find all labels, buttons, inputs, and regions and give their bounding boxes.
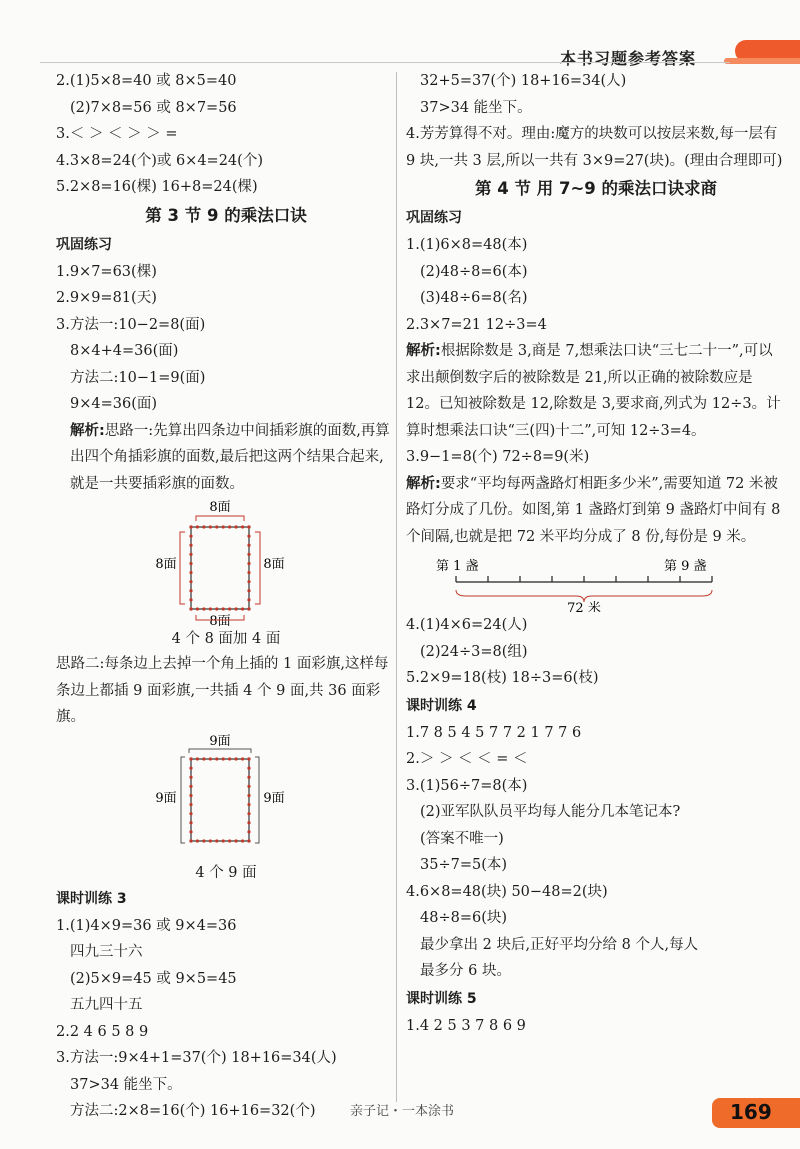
flag-dot (222, 525, 225, 528)
flag-dot (209, 525, 212, 528)
flag-dot (247, 598, 250, 601)
page-number: 169 (730, 1100, 772, 1124)
flag-dot (247, 562, 250, 565)
answer-line: 最多分 6 块。 (420, 963, 511, 979)
flag-dot (215, 839, 218, 842)
answer-line: 5.2×8=16(棵) 16+8=24(棵) (56, 179, 258, 195)
answer-line: 2.＞ ＞ ＜ ＜ = ＜ (406, 751, 528, 767)
left-column (56, 68, 396, 1125)
answer-line: 五九四十五 (70, 997, 143, 1013)
fig1-brace-top (196, 516, 244, 521)
flag-dot (247, 812, 250, 815)
flag-square-diagram-2 (56, 731, 396, 861)
flag-dot (228, 757, 231, 760)
fig2-brace-right (255, 757, 259, 843)
flag-dot (228, 607, 231, 610)
flag-dot (241, 757, 244, 760)
explanation-text: 思路一:先算出四条边中间插彩旗的面数,再算出四个角插彩旗的面数,最后把这两个结果合起来,就是一共要插彩旗的面数。 (70, 422, 390, 492)
fig1-left-label: 8面 (155, 557, 177, 572)
answer-line: 32+5=37(个) 18+16=34(人) (420, 73, 627, 89)
flag-dot (189, 580, 192, 583)
flag-dot (235, 839, 238, 842)
fig1-square (191, 527, 249, 609)
flag-dot (202, 525, 205, 528)
flag-dot (189, 544, 192, 547)
flag-dot (189, 784, 192, 787)
flag-dot (241, 607, 244, 610)
section-title: 第 3 节 9 的乘法口诀 (145, 205, 307, 225)
fig2-brace-top (189, 749, 251, 753)
flag-dot (247, 793, 250, 796)
flag-dot (215, 607, 218, 610)
flag-dot (247, 553, 250, 556)
flag-dot (196, 525, 199, 528)
flag-dot (247, 589, 250, 592)
flag-dot (189, 589, 192, 592)
subsection-title: 巩固练习 (56, 236, 112, 253)
flag-dot (209, 839, 212, 842)
answer-line: 5.2×9=18(枝) 18÷3=6(枝) (406, 670, 599, 686)
answer-line: (2)7×8=56 或 8×7=56 (70, 99, 237, 116)
flag-dot (189, 571, 192, 574)
subsection-title: 课时训练 5 (406, 990, 477, 1007)
answer-line: 最少拿出 2 块后,正好平均分给 8 个人,每人 (420, 936, 699, 953)
answer-line: 3.9−1=8(个) 72÷8=9(米) (406, 449, 590, 465)
answer-line: 9×4=36(面) (70, 396, 158, 412)
flag-dot (222, 607, 225, 610)
flag-dot (189, 812, 192, 815)
answer-line: 4.(1)4×6=24(人) (406, 617, 528, 633)
subsection-title: 课时训练 4 (406, 697, 477, 714)
flag-dot (215, 525, 218, 528)
flag-dot (189, 775, 192, 778)
flag-dot (189, 766, 192, 769)
flag-dot (215, 757, 218, 760)
header-rule (40, 62, 730, 63)
fig1-bottom-label: 8面 (209, 614, 231, 627)
answer-line: (2)48÷8=6(本) (420, 263, 528, 280)
fig1-brace-left (180, 532, 185, 604)
number-line-diagram (406, 550, 786, 612)
flag-dot (228, 839, 231, 842)
header-accent-stripe (724, 58, 800, 64)
flag-dot (241, 839, 244, 842)
flag-dot (202, 607, 205, 610)
flag-dot (202, 839, 205, 842)
flag-square-diagram-1 (56, 497, 396, 627)
flag-dot (209, 607, 212, 610)
fig1-top-label: 8面 (209, 500, 231, 515)
flag-dot (222, 839, 225, 842)
flag-dot (189, 525, 192, 528)
answer-line: 3.方法一:10−2=8(面) (56, 316, 206, 333)
fig2-brace-left (181, 757, 185, 843)
answer-line: (2)24÷3=8(组) (420, 643, 528, 660)
answer-line: 48÷8=6(块) (420, 910, 508, 926)
flag-dot (247, 580, 250, 583)
answer-line: 1.(1)6×8=48(本) (406, 237, 528, 253)
answer-line: 方法二:10−1=9(面) (70, 369, 206, 386)
answer-line: 1.7 8 5 4 5 7 7 2 1 7 7 6 (406, 724, 582, 741)
footer-brand: 亲子记・一本涂书 (350, 1104, 455, 1119)
explanation-text: 根据除数是 3,商是 7,想乘法口诀“三七二十一”,可以求出颠倒数字后的被除数是 21,所以正确的被除数应是 12。已知被除数是 12,除数是 3,要求商,列式为 12÷3。计算时想乘法口诀“三(四)十二”,可知 12÷3=4。 (406, 343, 781, 439)
fig1-caption: 4 个 8 面加 4 面 (171, 631, 281, 647)
flag-dot (228, 525, 231, 528)
answer-line: 37>34 能坐下。 (420, 99, 532, 116)
explanation-2: 思路二:每条边上去掉一个角上插的 1 面彩旗,这样每条边上都插 9 面彩旗,一共插 4 个 9 面,共 36 面彩旗。 (56, 656, 389, 725)
flag-dot (189, 757, 192, 760)
flag-dot (196, 757, 199, 760)
answer-line: 4.6×8=48(块) 50−48=2(块) (406, 883, 608, 900)
flag-dot (189, 535, 192, 538)
fig1-right-label: 8面 (263, 557, 285, 572)
explanation-label: 解析: (406, 343, 441, 359)
flag-dot (247, 525, 250, 528)
number-line-ticks (456, 576, 712, 582)
flag-dot (209, 757, 212, 760)
section-title: 第 4 节 用 7~9 的乘法口诀求商 (475, 179, 717, 198)
fig2-square (191, 759, 249, 841)
answer-line: 3.(1)56÷7=8(本) (406, 777, 528, 794)
answer-line: 四九三十六 (70, 944, 143, 960)
fig2-right-label: 9面 (263, 790, 285, 806)
flag-dot (235, 607, 238, 610)
answer-line: 35÷7=5(本) (420, 857, 508, 873)
number-line-right-label: 第 9 盏 (664, 559, 707, 574)
flag-dot (189, 607, 192, 610)
answer-line: (3)48÷6=8(名) (420, 290, 528, 306)
flag-dot (196, 607, 199, 610)
street-lamp-number-line (406, 550, 786, 612)
flag-dot (247, 757, 250, 760)
answer-paragraph: 4.芳芳算得不对。理由:魔方的块数可以按层来数,每一层有 9 块,一共 3 层,所以一共有 3×9=27(块)。(理由合理即可) (406, 126, 783, 169)
answer-line: (答案不唯一) (420, 830, 504, 847)
answer-line: 3.方法一:9×4+1=37(个) 18+16=34(人) (56, 1050, 337, 1066)
answer-line: 1.9×7=63(棵) (56, 263, 157, 280)
flag-dot (247, 544, 250, 547)
answer-line: 3.＜ ＞ ＜ ＞ ＞ = (56, 126, 178, 142)
answer-line: 方法二:2×8=16(个) 16+16=32(个) (70, 1103, 316, 1119)
answer-line: (2)亚军队队员平均每人能分几本笔记本? (420, 804, 681, 820)
fig2-top-label: 9面 (209, 733, 231, 749)
answer-line: 4.3×8=24(个)或 6×4=24(个) (56, 152, 263, 169)
flag-square-figure-1 (56, 497, 396, 627)
answer-line: 2.(1)5×8=40 或 8×5=40 (56, 73, 237, 89)
flag-dot (247, 830, 250, 833)
answer-line: 2.2 4 6 5 8 9 (56, 1023, 149, 1040)
explanation (56, 418, 396, 498)
fig1-brace-right (255, 532, 260, 604)
fig2-caption: 4 个 9 面 (195, 864, 257, 881)
flag-dot (189, 562, 192, 565)
explanation (406, 338, 786, 444)
explanation (406, 471, 786, 551)
number-line-total-label: 72 米 (567, 601, 601, 612)
fig2-flag-dots (189, 757, 250, 842)
column-divider (396, 72, 397, 1102)
flag-dot (235, 757, 238, 760)
flag-dot (247, 821, 250, 824)
flag-dot (247, 766, 250, 769)
subsection-title: 巩固练习 (406, 210, 462, 226)
answer-line: 37>34 能坐下。 (70, 1076, 182, 1093)
answer-line: 2.9×9=81(天) (56, 290, 157, 306)
flag-dot (189, 821, 192, 824)
flag-dot (247, 784, 250, 787)
flag-dot (189, 598, 192, 601)
flag-dot (247, 571, 250, 574)
flag-dot (189, 793, 192, 796)
flag-dot (247, 802, 250, 805)
flag-dot (247, 839, 250, 842)
fig2-left-label: 9面 (155, 790, 177, 806)
flag-dot (202, 757, 205, 760)
flag-dot (247, 607, 250, 610)
explanation-text: 要求“平均每两盏路灯相距多少米”,需要知道 72 米被路灯分成了几份。如图,第 1 盏路灯到第 9 盏路灯中间有 8 个间隔,也就是把 72 米平均分成了 8 份,每份是 9 米。 (406, 475, 781, 545)
page-header-title: 本书习题参考答案 (560, 49, 697, 68)
subsection-title: 课时训练 3 (56, 890, 127, 907)
right-column (406, 68, 786, 1039)
flag-dot (189, 553, 192, 556)
flag-dot (235, 525, 238, 528)
flag-dot (241, 525, 244, 528)
flag-dot (247, 535, 250, 538)
explanation-label: 解析: (70, 422, 105, 439)
number-line-left-label: 第 1 盏 (436, 559, 479, 574)
flag-dot (189, 830, 192, 833)
fig1-flag-dots (189, 525, 250, 610)
flag-dot (247, 775, 250, 778)
answer-line: 8×4+4=36(面) (70, 343, 179, 359)
answer-line: 1.4 2 5 3 7 8 6 9 (406, 1017, 526, 1034)
answer-line: 2.3×7=21 12÷3=4 (406, 316, 547, 333)
answer-line: 1.(1)4×9=36 或 9×4=36 (56, 917, 237, 934)
flag-dot (222, 757, 225, 760)
flag-dot (189, 839, 192, 842)
explanation-label: 解析: (406, 475, 441, 492)
flag-square-figure-2 (56, 731, 396, 861)
flag-dot (189, 802, 192, 805)
answer-line: (2)5×9=45 或 9×5=45 (70, 970, 237, 987)
flag-dot (196, 839, 199, 842)
